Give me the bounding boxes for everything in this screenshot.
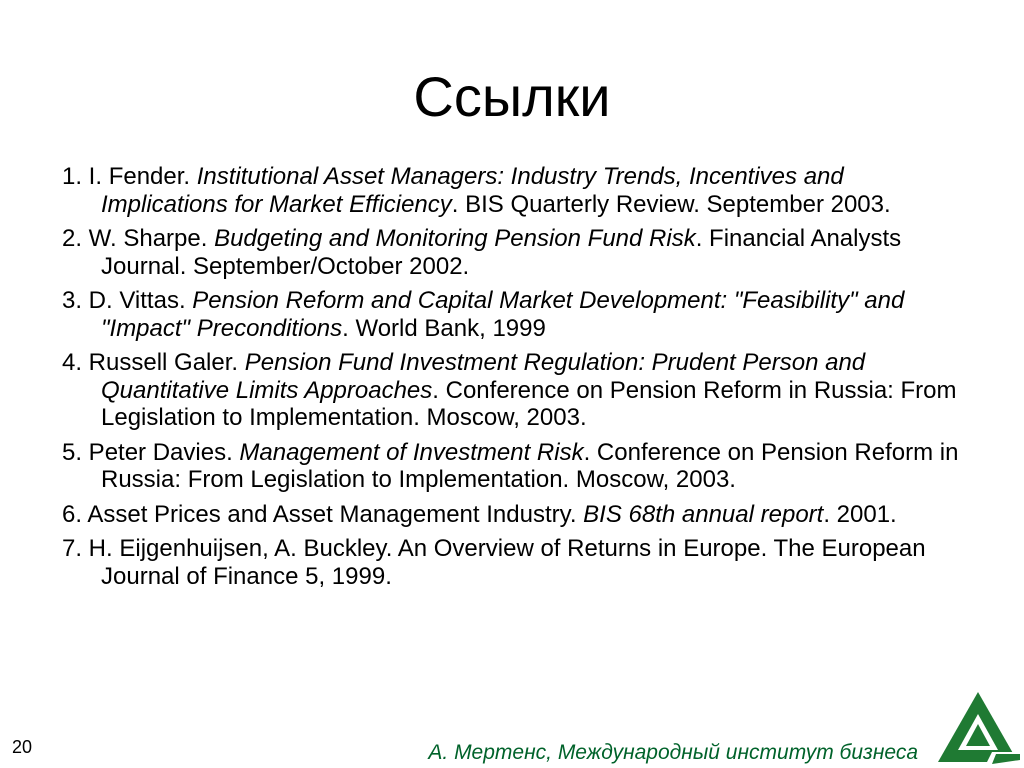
reference-item [62, 225, 972, 280]
reference-title: Pension Reform and Capital Market Development: "Feasibility" and "Impact" Preconditions [101, 287, 905, 342]
reference-item [62, 535, 972, 590]
reference-lead: 2. W. Sharpe. [62, 225, 215, 252]
reference-lead: 4. Russell Galer. [62, 349, 245, 376]
slide-title: Ссылки [413, 65, 611, 128]
reference-tail: . Conference on Pension Reform in Russia: From Legislation to Implementation. Moscow, 2003. [101, 376, 957, 431]
reference-title: Budgeting and Monitoring Pension Fund Risk [214, 225, 696, 252]
reference-item [62, 287, 972, 342]
reference-tail: . BIS Quarterly Review. September 2003. [451, 190, 891, 218]
reference-tail: . Financial Analysts Journal. September/October 2002. [101, 225, 902, 280]
reference-list [62, 163, 972, 597]
reference-title: BIS 68th annual report [583, 500, 824, 528]
reference-lead: 7. H. Eijgenhuijsen, A. Buckley. An Overview of Returns in Europe. The European Journal of Finance 5, 1999. [62, 535, 926, 590]
reference-item [62, 439, 972, 494]
reference-tail: . Conference on Pension Reform in Russia: From Legislation to Implementation. Moscow, 2003. [101, 438, 959, 493]
institute-logo-icon [936, 690, 1020, 766]
reference-title: Pension Fund Investment Regulation: Prudent Person and Quantitative Limits Approaches [101, 349, 866, 404]
reference-title: Institutional Asset Managers: Industry Trends, Incentives and Implications for Market Efficiency [101, 163, 844, 218]
reference-lead: 1. I. Fender. [62, 163, 197, 190]
reference-item [62, 501, 972, 529]
reference-lead: 3. D. Vittas. [62, 287, 193, 314]
reference-lead: 5. Peter Davies. [62, 438, 240, 466]
reference-item [62, 349, 972, 432]
reference-lead: 6. Asset Prices and Asset Management Industry. [62, 500, 584, 528]
reference-tail: . World Bank, 1999 [342, 314, 546, 342]
reference-tail: . 2001. [823, 500, 897, 528]
reference-title: Management of Investment Risk [239, 438, 584, 466]
footer-author: А. Мертенс, Международный институт бизнеса [428, 741, 918, 764]
page-number: 20 [12, 737, 33, 757]
reference-item [62, 163, 972, 218]
